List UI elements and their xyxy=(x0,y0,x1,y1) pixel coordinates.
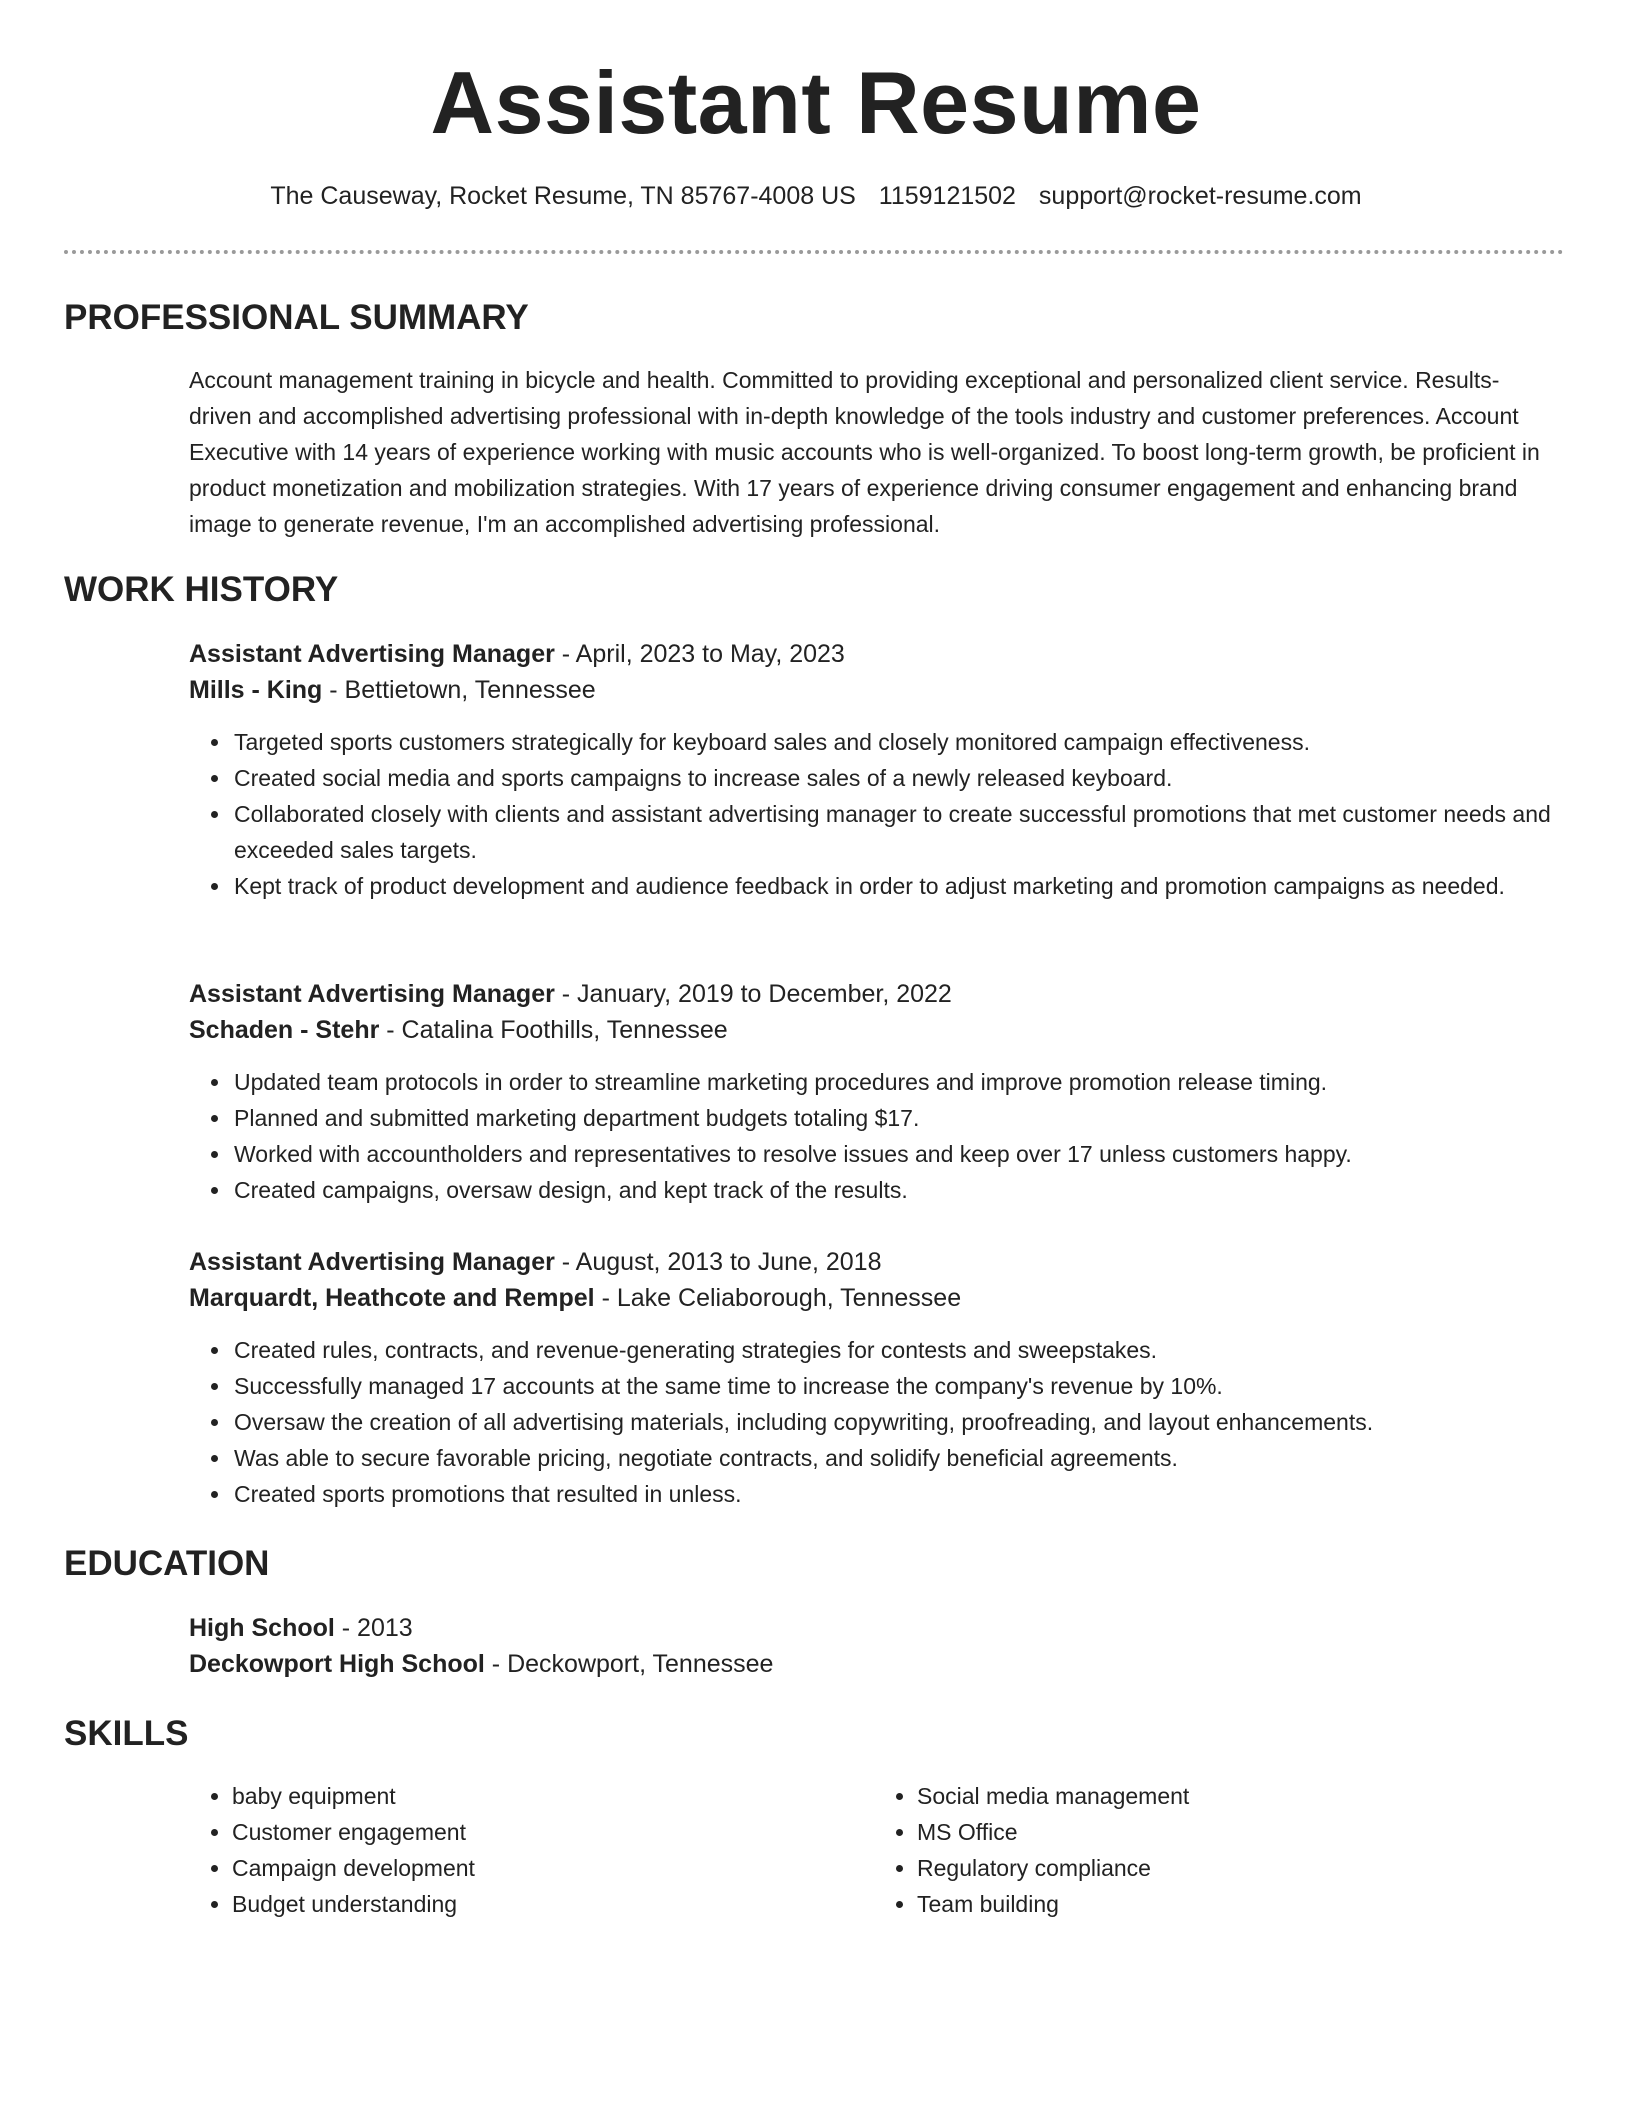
education-year: - 2013 xyxy=(334,1614,413,1642)
list-item: • Created campaigns, oversaw design, and kept track of the results. xyxy=(232,1172,1559,1208)
job-3-company: Marquardt, Heathcote and Rempel xyxy=(189,1284,595,1312)
skill-item: • baby equipment xyxy=(232,1778,874,1814)
list-item: • Kept track of product development and audience feedback in order to adjust marketing and promotion campaigns as needed. xyxy=(232,868,1559,904)
list-item: • Created social media and sports campaigns to increase sales of a newly released keyboard. xyxy=(232,760,1559,796)
job-2-location: - Catalina Foothills, Tennessee xyxy=(379,1016,728,1044)
skills-list xyxy=(189,1778,1559,1922)
job-2-heading xyxy=(189,976,1559,1012)
job-1-heading xyxy=(189,636,1559,672)
list-item: • Successfully managed 17 accounts at the same time to increase the company's revenue by 10%. xyxy=(232,1368,1559,1404)
job-entry-2 xyxy=(189,976,1559,1208)
skill-item: • Budget understanding xyxy=(232,1886,874,1922)
job-3-role: Assistant Advertising Manager xyxy=(189,1248,555,1276)
list-item: • Targeted sports customers strategically for keyboard sales and closely monitored campaign effectiveness. xyxy=(232,724,1559,760)
contact-line xyxy=(0,182,1632,211)
summary-text: Account management training in bicycle and health. Committed to providing exceptional and personalized client service. Results-driven and accomplished advertising professional with in-depth knowledge of the tools industry and customer preferences. Account Executive with 14 years of experience working with music accounts who is well-organized. To boost long-term growth, be proficient in product monetization and mobilization strategies. With 17 years of experience driving consumer engagement and enhancing brand image to generate revenue, I'm an accomplished advertising professional. xyxy=(189,367,1540,537)
contact-email: support@rocket-resume.com xyxy=(1038,182,1362,210)
skill-item: • Social media management xyxy=(917,1778,1559,1814)
job-3-company-line xyxy=(189,1280,1559,1316)
education-title: EDUCATION xyxy=(64,1544,270,1583)
contact-phone: 1159121502 xyxy=(878,182,1016,210)
list-item: • Planned and submitted marketing department budgets totaling $17. xyxy=(232,1100,1559,1136)
skill-item: • Regulatory compliance xyxy=(917,1850,1559,1886)
summary-section xyxy=(189,362,1559,542)
list-item: • Oversaw the creation of all advertising materials, including copywriting, proofreading, and layout enhancements. xyxy=(232,1404,1559,1440)
job-entry-1 xyxy=(189,636,1559,904)
job-2-bullets xyxy=(189,1064,1559,1208)
education-location: - Deckowport, Tennessee xyxy=(484,1650,774,1678)
job-1-role: Assistant Advertising Manager xyxy=(189,640,555,668)
education-heading xyxy=(189,1610,1559,1646)
education-entry xyxy=(189,1610,1559,1682)
skills-title: SKILLS xyxy=(64,1714,189,1753)
job-3-bullets xyxy=(189,1332,1559,1512)
education-school-line xyxy=(189,1646,1559,1682)
skill-item: • Team building xyxy=(917,1886,1559,1922)
job-1-company-line xyxy=(189,672,1559,708)
skill-item: • Customer engagement xyxy=(232,1814,874,1850)
list-item: • Collaborated closely with clients and assistant advertising manager to create successful promotions that met customer needs and exceeded sales targets. xyxy=(232,796,1559,868)
job-2-role: Assistant Advertising Manager xyxy=(189,980,555,1008)
list-item: • Created rules, contracts, and revenue-generating strategies for contests and sweepstakes. xyxy=(232,1332,1559,1368)
work-history-title: WORK HISTORY xyxy=(64,570,339,609)
job-3-dates: - August, 2013 to June, 2018 xyxy=(554,1248,882,1276)
job-2-company-line xyxy=(189,1012,1559,1048)
education-school: Deckowport High School xyxy=(189,1650,485,1678)
education-degree: High School xyxy=(189,1614,335,1642)
list-item: • Was able to secure favorable pricing, negotiate contracts, and solidify beneficial agreements. xyxy=(232,1440,1559,1476)
job-entry-3 xyxy=(189,1244,1559,1512)
list-item: • Created sports promotions that resulted in unless. xyxy=(232,1476,1559,1512)
list-item: • Updated team protocols in order to streamline marketing procedures and improve promotion release timing. xyxy=(232,1064,1559,1100)
summary-title: PROFESSIONAL SUMMARY xyxy=(64,298,529,337)
resume-name: Assistant Resume xyxy=(430,53,1202,152)
job-3-location: - Lake Celiaborough, Tennessee xyxy=(594,1284,962,1312)
job-3-heading xyxy=(189,1244,1559,1280)
job-2-dates: - January, 2019 to December, 2022 xyxy=(554,980,952,1008)
job-1-bullets xyxy=(189,724,1559,904)
contact-address: The Causeway, Rocket Resume, TN 85767-4008 US xyxy=(270,182,856,210)
job-1-dates: - April, 2023 to May, 2023 xyxy=(554,640,845,668)
header-divider xyxy=(64,250,1564,254)
job-1-location: - Bettietown, Tennessee xyxy=(322,676,596,704)
skill-item: • Campaign development xyxy=(232,1850,874,1886)
skill-item: • MS Office xyxy=(917,1814,1559,1850)
skills-column-left xyxy=(189,1778,874,1922)
skills-column-right xyxy=(874,1778,1559,1922)
list-item: • Worked with accountholders and representatives to resolve issues and keep over 17 unless customers happy. xyxy=(232,1136,1559,1172)
job-1-company: Mills - King xyxy=(189,676,323,704)
job-2-company: Schaden - Stehr xyxy=(189,1016,380,1044)
